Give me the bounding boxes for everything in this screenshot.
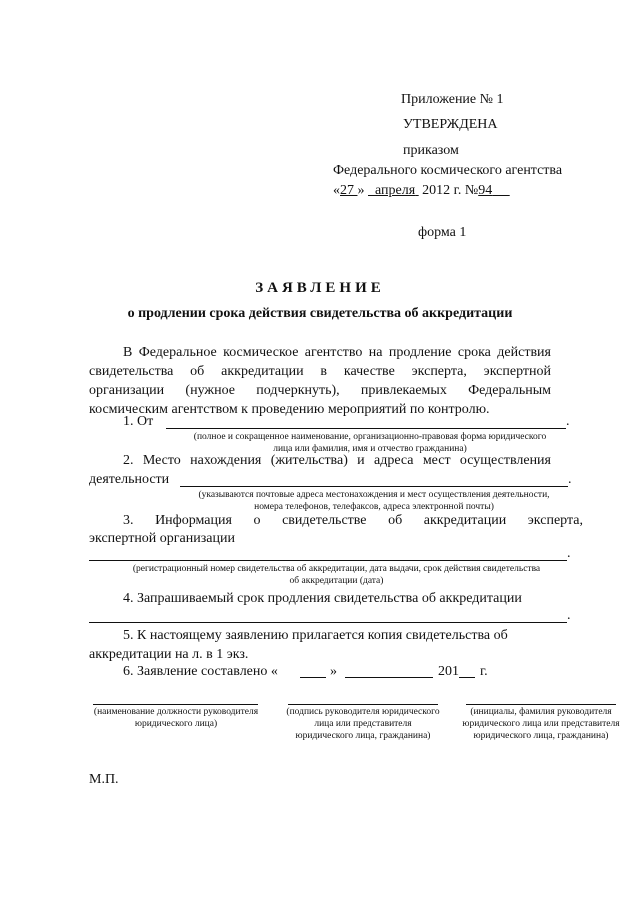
order-date bbox=[333, 183, 510, 199]
intro-line-1: В Федеральное космическое агентство на продление срока действия bbox=[123, 345, 551, 360]
form-label: форма 1 bbox=[418, 225, 467, 240]
item1-input-line[interactable] bbox=[166, 428, 566, 429]
document-title: ЗАЯВЛЕНИЕ bbox=[255, 280, 385, 296]
date-month: апреля bbox=[375, 183, 416, 198]
item6-year-suffix: г. bbox=[480, 664, 488, 679]
item2-hint: (указываются почтовые адреса местонахождения и мест осуществления деятельности, номера телефонов, телефаксов, адреса электронной почты) bbox=[198, 490, 550, 512]
stamp-label: М.П. bbox=[89, 772, 119, 787]
date-close-quote: » bbox=[357, 183, 365, 198]
item3-line-1: 3. Информация о свидетельстве об аккредитации эксперта, bbox=[123, 513, 583, 528]
item6-day-line[interactable] bbox=[300, 677, 326, 678]
intro-line-4: космическим агентством к проведению мероприятий по контролю. bbox=[89, 402, 490, 417]
item1-label: 1. От bbox=[123, 414, 154, 429]
item5-line-2: аккредитации на л. в 1 экз. bbox=[89, 647, 249, 662]
signature-caption: (подпись руководителя юридического лица или представителя юридического лица, гражданина) bbox=[286, 707, 440, 741]
item6-label: 6. Заявление составлено « bbox=[123, 664, 278, 679]
date-day: 27 bbox=[340, 183, 354, 198]
item1-hint: (полное и сокращенное наименование, организационно-правовая форма юридического лица или фамилия, имя и отчество гражданина) bbox=[193, 432, 547, 454]
item3-hint: (регистрационный номер свидетельства об аккредитации, дата выдачи, срок действия свидетельства об аккредитации (дата) bbox=[132, 564, 541, 586]
date-year: 2012 г. № bbox=[422, 183, 479, 198]
item4-end: . bbox=[567, 608, 571, 623]
item3-line-2: экспертной организации bbox=[89, 531, 235, 546]
order-label: приказом bbox=[403, 143, 459, 158]
date-open-quote: « bbox=[333, 183, 340, 198]
approved-label: УТВЕРЖДЕНА bbox=[403, 117, 498, 132]
item4-input-line[interactable] bbox=[89, 622, 567, 623]
item1-end: . bbox=[566, 414, 570, 429]
item5-line-1: 5. К настоящему заявлению прилагается копия свидетельства об bbox=[123, 628, 508, 643]
initials-caption: (инициалы, фамилия руководителя юридического лица или представителя юридического лица, гражданина) bbox=[462, 707, 620, 741]
item2-end: . bbox=[568, 472, 572, 487]
item2-line-2: деятельности bbox=[89, 472, 170, 487]
item2-input-line[interactable] bbox=[180, 486, 568, 487]
item2-line-1: 2. Место нахождения (жительства) и адреса мест осуществления bbox=[123, 453, 551, 468]
item6-close-quote: » bbox=[330, 664, 337, 679]
signature-line[interactable] bbox=[288, 704, 438, 705]
appendix-label: Приложение № 1 bbox=[401, 92, 504, 107]
item6-month-line[interactable] bbox=[345, 677, 433, 678]
item6-year-line[interactable] bbox=[459, 677, 475, 678]
item6-year-prefix: 201 bbox=[438, 664, 459, 679]
document-subtitle: о продлении срока действия свидетельства об аккредитации bbox=[127, 306, 513, 321]
item4-line-1: 4. Запрашиваемый срок продления свидетельства об аккредитации bbox=[123, 591, 522, 606]
position-signature-line[interactable] bbox=[93, 704, 258, 705]
intro-line-2: свидетельства об аккредитации в качестве эксперта, экспертной bbox=[89, 364, 551, 379]
initials-signature-line[interactable] bbox=[466, 704, 616, 705]
item3-end: . bbox=[567, 546, 571, 561]
item3-input-line[interactable] bbox=[89, 560, 567, 561]
order-number: 94 bbox=[478, 183, 493, 198]
agency-name: Федерального космического агентства bbox=[333, 163, 563, 178]
position-caption: (наименование должности руководителя юридического лица) bbox=[93, 707, 259, 729]
intro-line-3: организации (нужное подчеркнуть), привлекаемых Федеральным bbox=[89, 383, 551, 398]
